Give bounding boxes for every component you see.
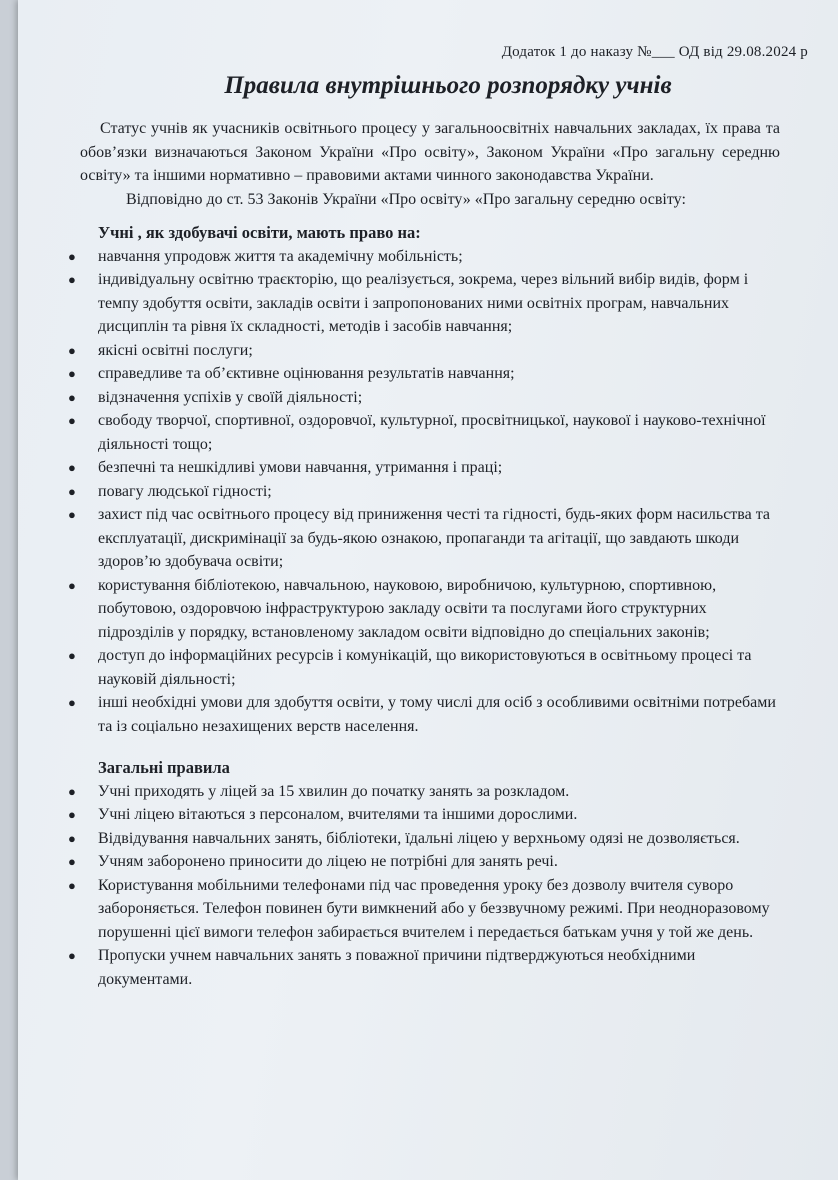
- list-item: ● свободу творчої, спортивної, оздоровчої, культурної, просвітницької, наукової і науково-технічної діяльності тощо;: [98, 409, 780, 456]
- rules-heading: Загальні правила: [98, 758, 230, 777]
- list-item: ● захист під час освітнього процесу від приниження честі та гідності, будь-яких форм насильства та експлуатації, дискримінації за будь-якою ознакою, пропаганди та агітації, що завдають шкоди здоров’ю здобувача освіти;: [98, 503, 780, 574]
- document-body: [68, 117, 780, 991]
- list-item: ● справедливе та об’єктивне оцінювання результатів навчання;: [98, 362, 780, 386]
- rights-list: [68, 245, 780, 739]
- bullet-icon: ●: [68, 807, 76, 822]
- bullet-icon: ●: [68, 577, 76, 593]
- order-reference: Додаток 1 до наказу №___ ОД від 29.08.2024 р: [501, 44, 808, 60]
- bullet-icon: ●: [68, 783, 76, 799]
- list-item: ● відзначення успіхів у своїй діяльності;: [98, 386, 780, 410]
- list-item: ● користування бібліотекою, навчальною, науковою, виробничою, культурною, спортивною, побутовою, оздоровчою інфраструктурою закладу освіти та послугами його структурних підрозділів у порядку, встановленому закладом освіти відповідно до спеціальних законів;: [98, 574, 780, 645]
- reference-paragraph: Відповідно до ст. 53 Законів України «Про освіту» «Про загальну середню освіту:: [126, 190, 686, 208]
- bullet-icon: ●: [68, 248, 76, 264]
- bullet-icon: ●: [68, 389, 76, 405]
- page-title: Правила внутрішнього розпорядку учнів: [224, 72, 672, 99]
- bullet-icon: ●: [68, 695, 76, 710]
- bullet-icon: ●: [68, 830, 76, 846]
- bullet-icon: ●: [68, 366, 76, 381]
- list-item: ● безпечні та нешкідливі умови навчання, утримання і праці;: [98, 456, 780, 480]
- bullet-icon: ●: [68, 507, 76, 522]
- bullet-icon: ●: [68, 948, 76, 963]
- list-item: ● Учні приходять у ліцей за 15 хвилин до початку занять за розкладом.: [98, 780, 780, 804]
- list-item: ● Користування мобільними телефонами під час проведення уроку без дозволу вчителя суворо забороняється. Телефон повинен бути вимкнений або у беззвучному режимі. При неодноразовому порушенні цієї вимоги телефон забирається вчителем і передається батькам учня у той же день.: [98, 874, 780, 945]
- list-item: ● доступ до інформаційних ресурсів і комунікацій, що використовуються в освітньому процесі та науковій діяльності;: [98, 644, 780, 691]
- list-item: ● Учні ліцею вітаються з персоналом, вчителями та іншими дорослими.: [98, 803, 780, 827]
- intro-paragraph: Статус учнів як учасників освітнього процесу у загальноосвітніх навчальних закладах, їх права та обов’язки визначаються Законом України «Про освіту», Законом України «Про загальну середню освіту» та іншими нормативно – правовими актами чинного законодавства України.: [80, 120, 780, 184]
- document-page: [18, 0, 838, 1180]
- bullet-icon: ●: [68, 877, 76, 893]
- bullet-icon: ●: [68, 460, 76, 475]
- bullet-icon: ●: [68, 342, 76, 358]
- bullet-icon: ●: [68, 483, 76, 499]
- list-item: ● інші необхідні умови для здобуття освіти, у тому числі для осіб з особливими освітніми потребами та із соціально незахищених верств населення.: [98, 691, 780, 738]
- list-item: ● повагу людської гідності;: [98, 480, 780, 504]
- bullet-icon: ●: [68, 854, 76, 869]
- bullet-icon: ●: [68, 272, 76, 287]
- list-item: ● Пропуски учнем навчальних занять з поважної причини підтверджуються необхідними документами.: [98, 944, 780, 991]
- list-item: ● якісні освітні послуги;: [98, 339, 780, 363]
- rights-heading: Учні , як здобувачі освіти, мають право на:: [98, 223, 421, 242]
- list-item: ● Відвідування навчальних занять, бібліотеки, їдальні ліцею у верхньому одязі не дозволяється.: [98, 827, 780, 851]
- bullet-icon: ●: [68, 648, 76, 663]
- rules-list: [68, 780, 780, 992]
- list-item: ● навчання упродовж життя та академічну мобільність;: [98, 245, 780, 269]
- bullet-icon: ●: [68, 413, 76, 428]
- list-item: ● індивідуальну освітню траєкторію, що реалізується, зокрема, через вільний вибір видів, форм і темпу здобуття освіти, закладів освіти і запропонованих ними освітніх програм, навчальних дисциплін та рівня їх складності, методів і засобів навчання;: [98, 268, 780, 339]
- list-item: ● Учням заборонено приносити до ліцею не потрібні для занять речі.: [98, 850, 780, 874]
